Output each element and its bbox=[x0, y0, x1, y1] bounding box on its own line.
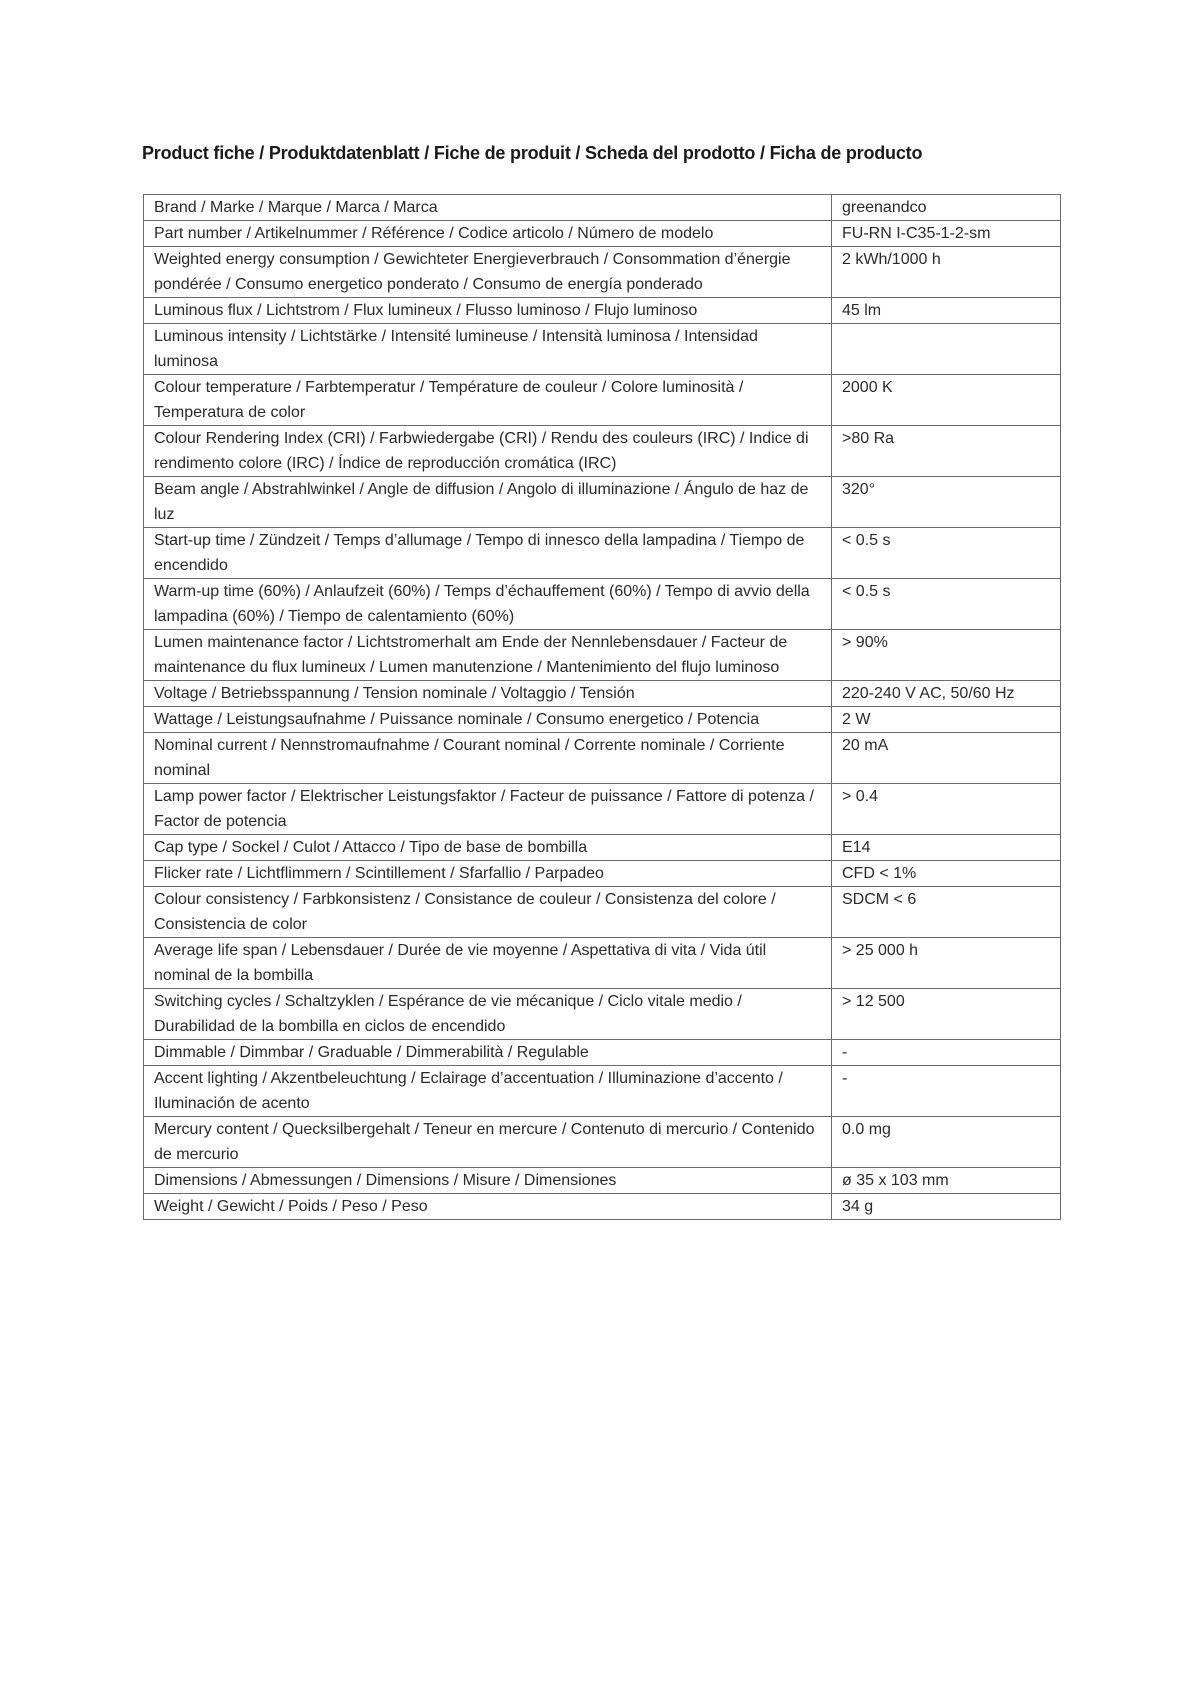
table-row bbox=[144, 989, 1061, 1040]
row-value: 20 mA bbox=[832, 733, 1061, 784]
row-value: < 0.5 s bbox=[832, 579, 1061, 630]
row-label: Brand / Marke / Marque / Marca / Marca bbox=[144, 195, 832, 221]
table-row bbox=[144, 861, 1061, 887]
table-row bbox=[144, 195, 1061, 221]
row-label: Dimmable / Dimmbar / Graduable / Dimmerabilità / Regulable bbox=[144, 1040, 832, 1066]
row-label: Accent lighting / Akzentbeleuchtung / Eclairage d’accentuation / Illuminazione d’accento / Iluminación de acento bbox=[144, 1066, 832, 1117]
table-row bbox=[144, 247, 1061, 298]
row-label: Switching cycles / Schaltzyklen / Espérance de vie mécanique / Ciclo vitale medio / Durabilidad de la bombilla en ciclos de encendido bbox=[144, 989, 832, 1040]
row-value: - bbox=[832, 1040, 1061, 1066]
row-label: Dimensions / Abmessungen / Dimensions / Misure / Dimensiones bbox=[144, 1168, 832, 1194]
table-row bbox=[144, 630, 1061, 681]
row-value: 34 g bbox=[832, 1194, 1061, 1220]
row-label: Luminous flux / Lichtstrom / Flux lumineux / Flusso luminoso / Flujo luminoso bbox=[144, 298, 832, 324]
row-value: CFD < 1% bbox=[832, 861, 1061, 887]
row-label: Colour consistency / Farbkonsistenz / Consistance de couleur / Consistenza del colore / Consistencia de color bbox=[144, 887, 832, 938]
row-label: Wattage / Leistungsaufnahme / Puissance nominale / Consumo energetico / Potencia bbox=[144, 707, 832, 733]
table-row bbox=[144, 298, 1061, 324]
row-label: Lumen maintenance factor / Lichtstromerhalt am Ende der Nennlebensdauer / Facteur de maintenance du flux lumineux / Lumen manutenzione / Mantenimiento del flujo luminoso bbox=[144, 630, 832, 681]
row-label: Weight / Gewicht / Poids / Peso / Peso bbox=[144, 1194, 832, 1220]
table-row bbox=[144, 221, 1061, 247]
table-row bbox=[144, 681, 1061, 707]
row-value: greenandco bbox=[832, 195, 1061, 221]
row-value: > 12 500 bbox=[832, 989, 1061, 1040]
table-row bbox=[144, 707, 1061, 733]
row-value: FU-RN I-C35-1-2-sm bbox=[832, 221, 1061, 247]
row-value: < 0.5 s bbox=[832, 528, 1061, 579]
row-value bbox=[832, 324, 1061, 375]
row-value: 2 kWh/1000 h bbox=[832, 247, 1061, 298]
row-value: 45 lm bbox=[832, 298, 1061, 324]
row-label: Nominal current / Nennstromaufnahme / Courant nominal / Corrente nominale / Corriente nominal bbox=[144, 733, 832, 784]
table-row bbox=[144, 528, 1061, 579]
table-row bbox=[144, 1117, 1061, 1168]
row-value: 2 W bbox=[832, 707, 1061, 733]
row-value: ø 35 x 103 mm bbox=[832, 1168, 1061, 1194]
row-label: Cap type / Sockel / Culot / Attacco / Tipo de base de bombilla bbox=[144, 835, 832, 861]
table-row bbox=[144, 324, 1061, 375]
row-label: Voltage / Betriebsspannung / Tension nominale / Voltaggio / Tensión bbox=[144, 681, 832, 707]
row-label: Flicker rate / Lichtflimmern / Scintillement / Sfarfallio / Parpadeo bbox=[144, 861, 832, 887]
row-label: Luminous intensity / Lichtstärke / Intensité lumineuse / Intensità luminosa / Intensidad luminosa bbox=[144, 324, 832, 375]
product-fiche-table bbox=[143, 194, 1061, 1220]
row-value: > 90% bbox=[832, 630, 1061, 681]
table-row bbox=[144, 887, 1061, 938]
row-label: Beam angle / Abstrahlwinkel / Angle de diffusion / Angolo di illuminazione / Ángulo de haz de luz bbox=[144, 477, 832, 528]
row-label: Weighted energy consumption / Gewichteter Energieverbrauch / Consommation d’énergie pondérée / Consumo energetico ponderato / Consumo de energía ponderado bbox=[144, 247, 832, 298]
table-row bbox=[144, 426, 1061, 477]
page-title: Product fiche / Produktdatenblatt / Fiche de produit / Scheda del prodotto / Ficha de producto bbox=[142, 143, 923, 163]
row-value: 320° bbox=[832, 477, 1061, 528]
row-value: > 0.4 bbox=[832, 784, 1061, 835]
table-row bbox=[144, 1168, 1061, 1194]
row-value: 2000 K bbox=[832, 375, 1061, 426]
row-value: SDCM < 6 bbox=[832, 887, 1061, 938]
row-label: Colour Rendering Index (CRI) / Farbwiedergabe (CRI) / Rendu des couleurs (IRC) / Indice di rendimento colore (IRC) / Índice de reproducción cromática (IRC) bbox=[144, 426, 832, 477]
table-row bbox=[144, 733, 1061, 784]
table-row bbox=[144, 1194, 1061, 1220]
row-value: 220-240 V AC, 50/60 Hz bbox=[832, 681, 1061, 707]
table-row bbox=[144, 938, 1061, 989]
table-row bbox=[144, 1066, 1061, 1117]
row-label: Colour temperature / Farbtemperatur / Température de couleur / Colore luminosità / Temperatura de color bbox=[144, 375, 832, 426]
table-row bbox=[144, 835, 1061, 861]
row-label: Average life span / Lebensdauer / Durée de vie moyenne / Aspettativa di vita / Vida útil nominal de la bombilla bbox=[144, 938, 832, 989]
row-value: 0.0 mg bbox=[832, 1117, 1061, 1168]
row-value: > 25 000 h bbox=[832, 938, 1061, 989]
row-label: Lamp power factor / Elektrischer Leistungsfaktor / Facteur de puissance / Fattore di potenza / Factor de potencia bbox=[144, 784, 832, 835]
row-value: - bbox=[832, 1066, 1061, 1117]
row-label: Warm-up time (60%) / Anlaufzeit (60%) / Temps d’échauffement (60%) / Tempo di avvio della lampadina (60%) / Tiempo de calentamiento (60%) bbox=[144, 579, 832, 630]
row-label: Part number / Artikelnummer / Référence / Codice articolo / Número de modelo bbox=[144, 221, 832, 247]
table-row bbox=[144, 477, 1061, 528]
table-row bbox=[144, 375, 1061, 426]
row-value: >80 Ra bbox=[832, 426, 1061, 477]
table-row bbox=[144, 784, 1061, 835]
table-row bbox=[144, 1040, 1061, 1066]
row-label: Mercury content / Quecksilbergehalt / Teneur en mercure / Contenuto di mercurio / Contenido de mercurio bbox=[144, 1117, 832, 1168]
table-row bbox=[144, 579, 1061, 630]
row-value: E14 bbox=[832, 835, 1061, 861]
row-label: Start-up time / Zündzeit / Temps d’allumage / Tempo di innesco della lampadina / Tiempo de encendido bbox=[144, 528, 832, 579]
